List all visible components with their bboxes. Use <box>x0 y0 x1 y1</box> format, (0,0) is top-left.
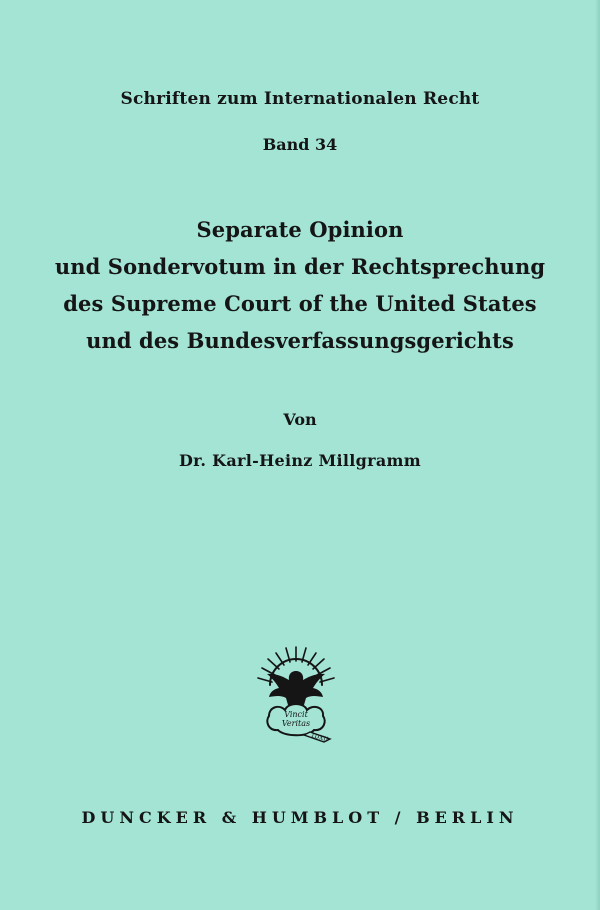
author-name: Dr. Karl-Heinz Millgramm <box>178 451 422 470</box>
title-line-1: Separate Opinion <box>196 217 404 242</box>
by-label: Von <box>283 410 317 429</box>
volume-number: Band 34 <box>262 135 338 154</box>
emblem-motto-2: Veritas <box>281 719 311 728</box>
eagle-emblem-icon <box>252 643 340 743</box>
title-line-4: und des Bundesverfassungsgerichts <box>86 328 514 353</box>
title-line-3: des Supreme Court of the United States <box>63 291 537 316</box>
series-title: Schriften zum Internationalen Recht <box>120 89 480 109</box>
emblem-motto-1: Vincit <box>284 710 308 719</box>
emblem-year: 1DXII <box>309 731 329 743</box>
scan-edge <box>595 0 600 910</box>
book-title <box>0 211 600 359</box>
title-line-2: und Sondervotum in der Rechtsprechung <box>54 254 546 279</box>
publisher-name: DUNCKER & HUMBLOT / BERLIN <box>81 808 519 827</box>
